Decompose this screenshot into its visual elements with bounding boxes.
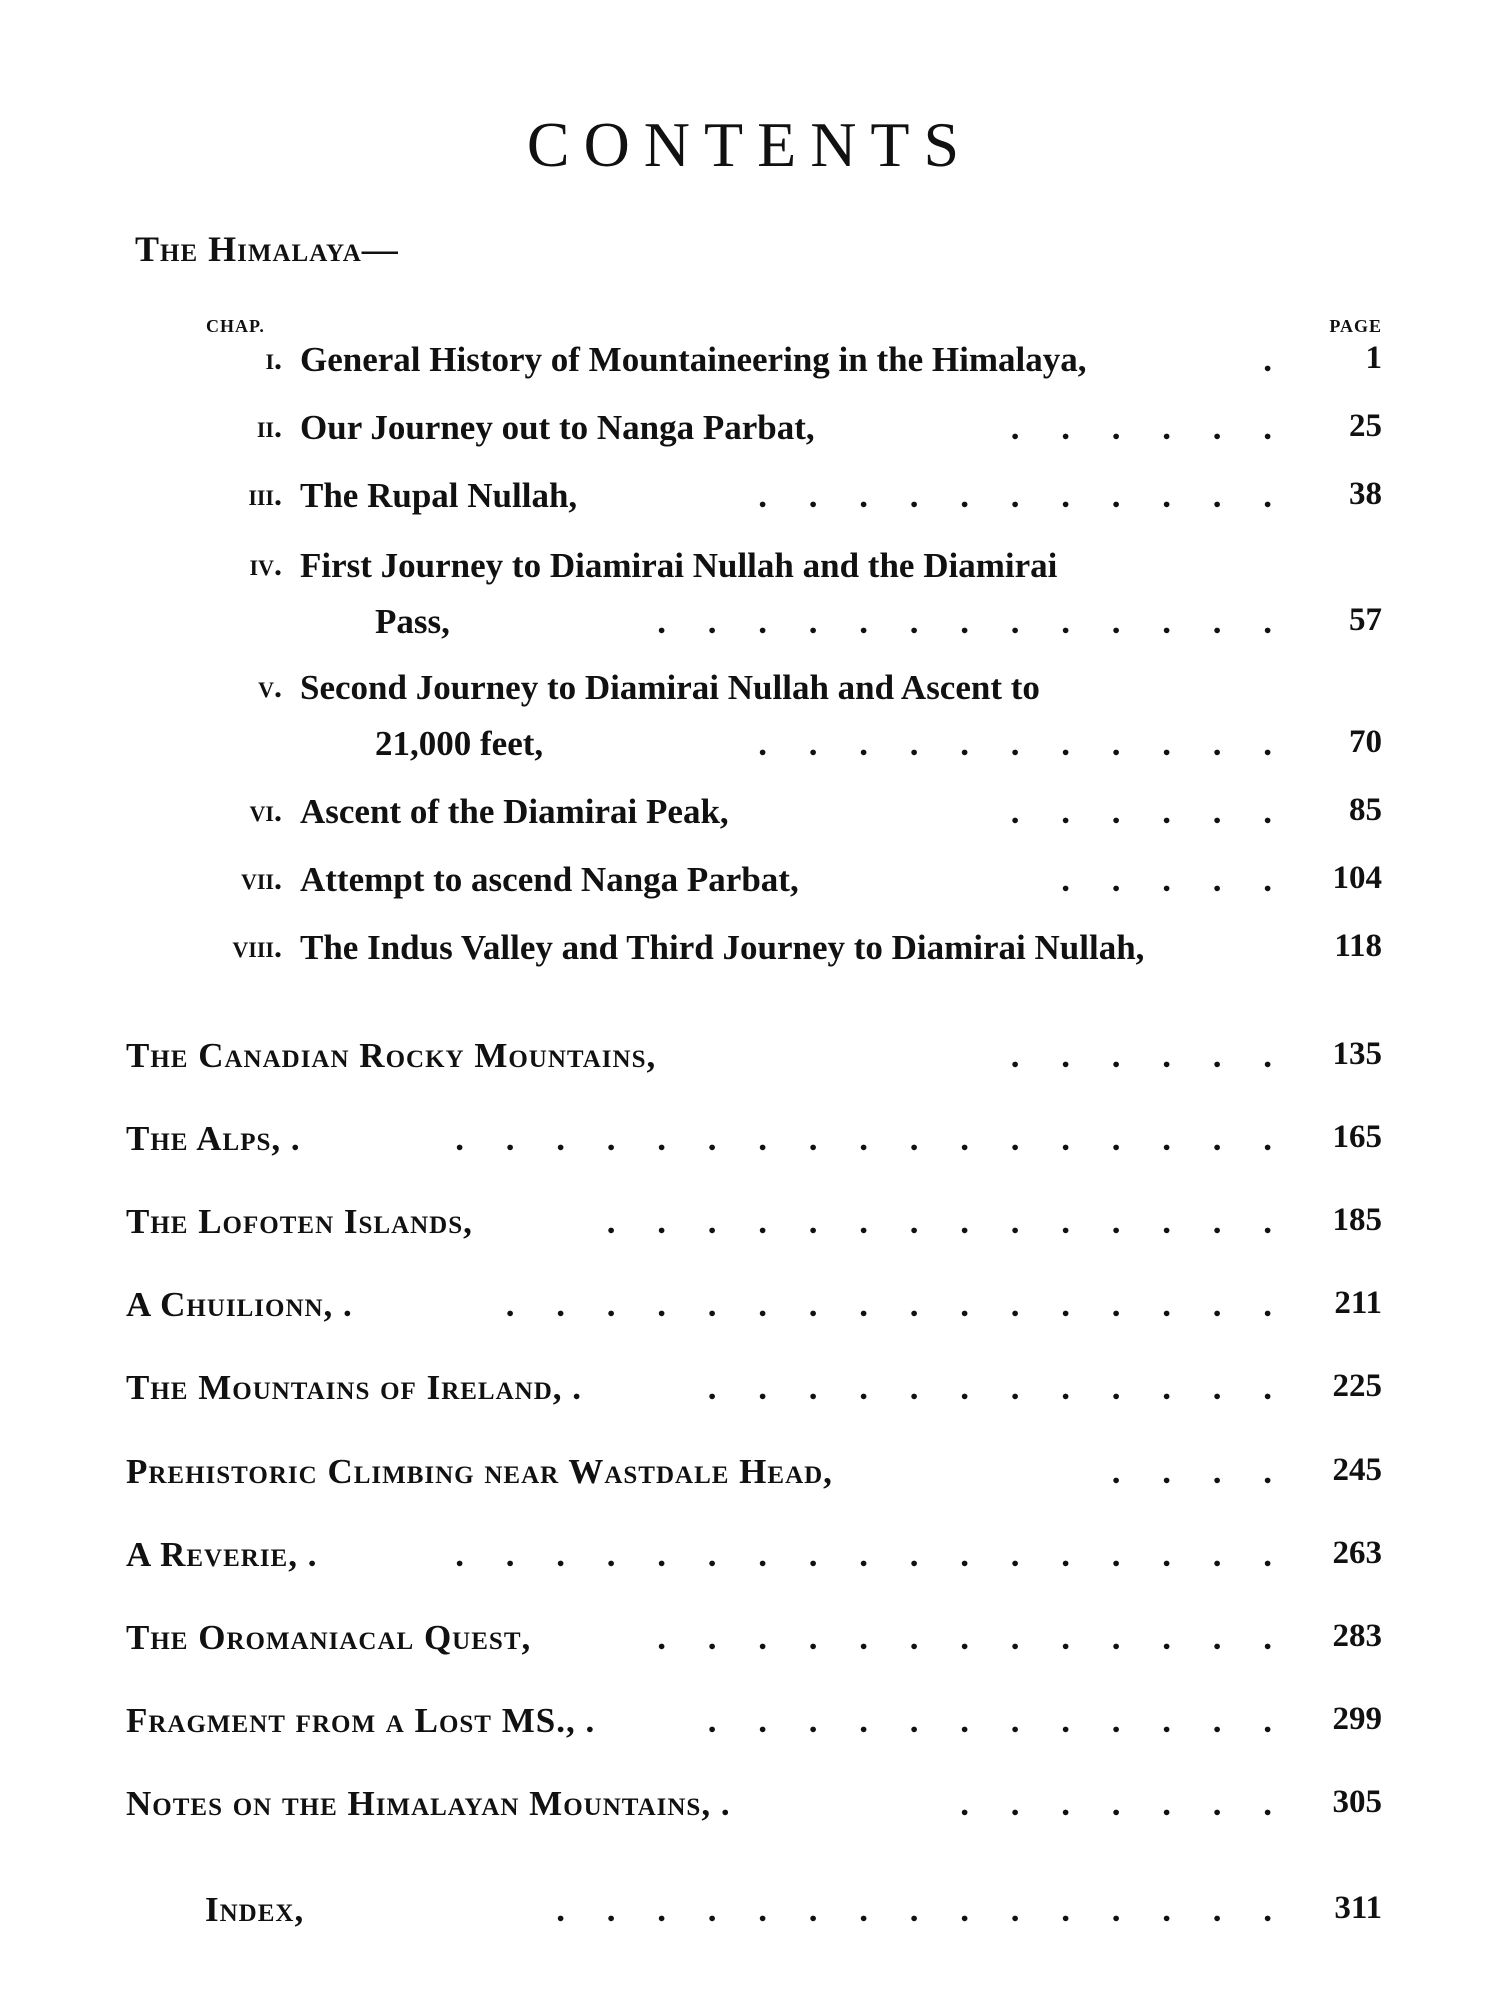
chapter-title: Second Journey to Diamirai Nullah and Ascent to [300,668,1040,707]
page-number: 118 [1334,928,1382,964]
section-title: Prehistoric Climbing near Wastdale Head, [126,1452,833,1491]
page-number: 245 [1332,1452,1382,1488]
leader-dots: . . . . . . . . . . . . [707,1368,1272,1407]
leader-dots: . . . . . . [1010,408,1272,447]
section-title: The Alps, . [126,1119,301,1158]
section-title: Notes on the Himalayan Mountains, . [126,1784,731,1823]
section-title: The Mountains of Ireland, . [126,1368,583,1407]
page-number: 283 [1332,1618,1382,1654]
chapter-number: ii. [256,408,282,444]
leader-dots: . . . . . . . . . . . . . [657,1618,1272,1657]
page-number: 185 [1332,1202,1382,1238]
chapter-title-continued: 21,000 feet, [375,724,544,763]
page-number: 104 [1332,860,1382,896]
page-number: 85 [1349,792,1382,828]
chapter-number: vii. [240,860,282,896]
index-title: Index, [205,1890,305,1929]
chapter-title: The Indus Valley and Third Journey to Diamirai Nullah, [300,928,1145,967]
chapter-title: First Journey to Diamirai Nullah and the Diamirai [300,546,1058,585]
page-number: 263 [1332,1535,1382,1571]
leader-dots: . . . . . . . . . . . [758,476,1272,515]
page-title: CONTENTS [526,109,974,180]
page-number: 38 [1349,476,1382,512]
page-number: 299 [1332,1701,1382,1737]
leader-dots: . . . . . . . . . . . . . [657,602,1272,641]
chapter-title: Attempt to ascend Nanga Parbat, [300,860,799,899]
section-title: The Oromaniacal Quest, [126,1618,532,1657]
page-number: 225 [1332,1368,1382,1404]
page-number: 305 [1332,1784,1382,1820]
page-number: 70 [1349,724,1382,760]
chapter-title: Our Journey out to Nanga Parbat, [300,408,815,447]
leader-dots: . . . . [1111,1452,1272,1491]
chap-column-label: CHAP. [206,316,265,336]
section-title: The Lofoten Islands, [126,1202,473,1241]
section-title: A Chuilionn, . [126,1285,353,1324]
leader-dots: . . . . . . [1010,792,1272,831]
leader-dots: . . . . . . . . . . . . . . . [556,1890,1272,1929]
page-number: 25 [1349,408,1382,444]
leader-dots: . . . . . . . . . . . . . . [606,1202,1272,1241]
page-number: 1 [1365,340,1382,376]
leader-dots: . . . . . . . . . . . . . . . . . [455,1535,1272,1574]
leader-dots: . . . . . . . . . . . . . . . . [505,1285,1272,1324]
chapter-title: Ascent of the Diamirai Peak, [300,792,729,831]
page-number: 57 [1349,602,1382,638]
chapter-number: iv. [249,546,282,582]
leader-dots: . . . . . . . [960,1784,1272,1823]
chapter-number: v. [258,668,282,704]
page-number: 135 [1332,1036,1382,1072]
page-number: 211 [1334,1285,1382,1321]
leader-dots: . . . . . . . . . . . . [707,1701,1272,1740]
chapter-number: viii. [232,928,282,964]
chapter-number: iii. [248,476,282,512]
leader-dots: . . . . . [1061,860,1272,899]
leader-dots: . . . . . . [1010,1036,1272,1075]
leader-dots: . . . . . . . . . . . [758,724,1272,763]
section-title: A Reverie, . [126,1535,318,1574]
page-column-label: PAGE [1329,316,1382,336]
chapter-title-continued: Pass, [375,602,450,641]
leader-dots: . . . . . . . . . . . . . . . . . [455,1119,1272,1158]
section-title: The Canadian Rocky Mountains, [126,1036,657,1075]
page-number: 311 [1334,1890,1382,1926]
section-title: Fragment from a Lost MS., . [126,1701,596,1740]
chapter-title: General History of Mountaineering in the Himalaya, [300,340,1087,379]
chapter-number: vi. [249,792,282,828]
part-heading-himalaya: The Himalaya— [135,229,399,269]
page-number: 165 [1332,1119,1382,1155]
leader-dots: . [1263,340,1272,379]
chapter-number: i. [265,340,282,376]
chapter-title: The Rupal Nullah, [300,476,578,515]
